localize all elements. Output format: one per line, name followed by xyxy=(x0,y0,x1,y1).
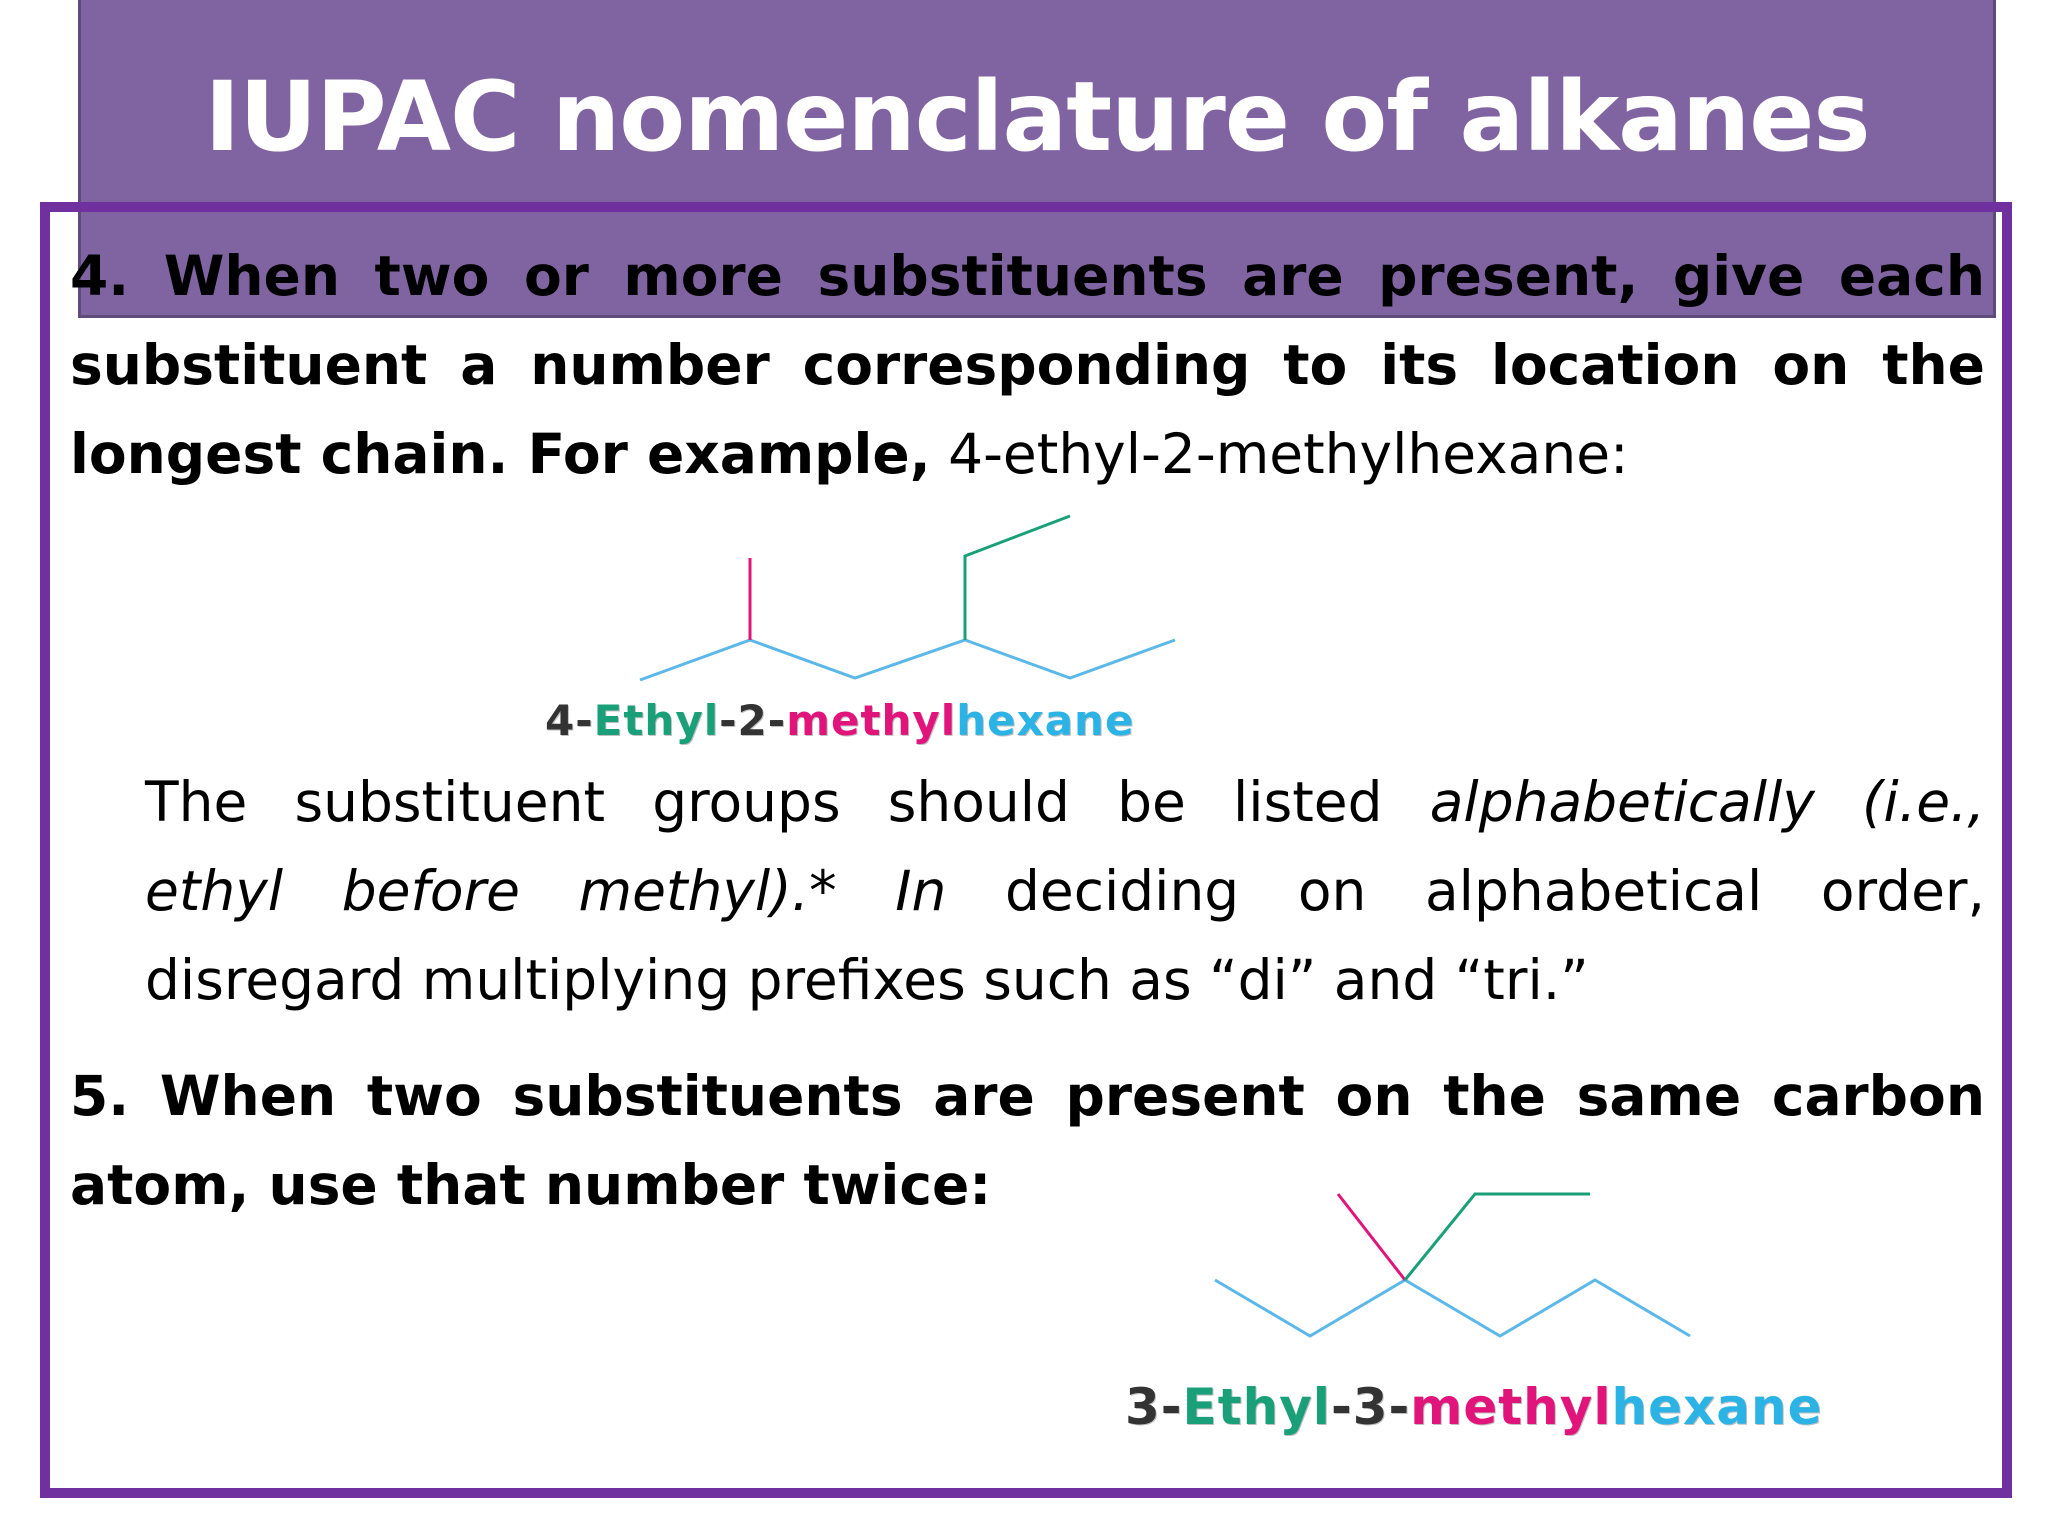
label-1-ethyl: Ethyl xyxy=(593,696,720,745)
note-line-3: disregard multiplying prefixes such as “di” and “tri.” xyxy=(145,948,1589,1012)
label-2-methyl: methyl xyxy=(1410,1378,1612,1436)
rule-4-paragraph xyxy=(70,232,1985,499)
molecule-1-label xyxy=(545,696,1134,745)
label-2-locant-3: 3- xyxy=(1125,1378,1183,1436)
label-2-hexane: hexane xyxy=(1611,1378,1823,1436)
label-1-locant-2: -2- xyxy=(719,696,787,745)
rule-4-example-name: 4-ethyl-2-methylhexane: xyxy=(930,422,1629,486)
rule-4-line-3-bold: longest chain. For example, xyxy=(70,422,931,486)
rule-5-line-2: atom, use that number twice: xyxy=(70,1153,992,1217)
ethyl-branch xyxy=(965,516,1070,640)
rule-5-line-1: 5. When two substituents are present on the same carbon xyxy=(70,1064,1985,1128)
main-chain xyxy=(1215,1280,1690,1336)
note-line-2-normal: deciding on alphabetical order, xyxy=(946,859,1985,923)
slide-title: IUPAC nomenclature of alkanes xyxy=(204,61,1870,173)
label-2-locant-3b: -3- xyxy=(1330,1378,1411,1436)
label-1-methyl: methyl xyxy=(786,696,957,745)
main-chain xyxy=(640,640,1175,680)
molecule-2-label xyxy=(1125,1378,1823,1436)
rule-4-line-2: substituent a number corresponding to its location on the xyxy=(70,333,1985,397)
molecule-3-ethyl-3-methylhexane xyxy=(1210,1188,1710,1348)
note-line-1-italic: alphabetically (i.e., xyxy=(1429,770,1986,834)
label-2-ethyl: Ethyl xyxy=(1182,1378,1331,1436)
label-1-hexane: hexane xyxy=(956,696,1135,745)
ethyl-branch xyxy=(1405,1194,1590,1280)
alphabetical-note xyxy=(145,758,1985,1025)
methyl-branch xyxy=(1338,1194,1405,1280)
molecule-4-ethyl-2-methylhexane xyxy=(630,510,1190,700)
rule-4-line-1: 4. When two or more substituents are present, give each xyxy=(70,244,1985,308)
note-line-1-normal: The substituent groups should be listed xyxy=(145,770,1430,834)
note-line-2-italic: ethyl before methyl).* In xyxy=(145,859,947,923)
label-1-locant-4: 4- xyxy=(545,696,594,745)
